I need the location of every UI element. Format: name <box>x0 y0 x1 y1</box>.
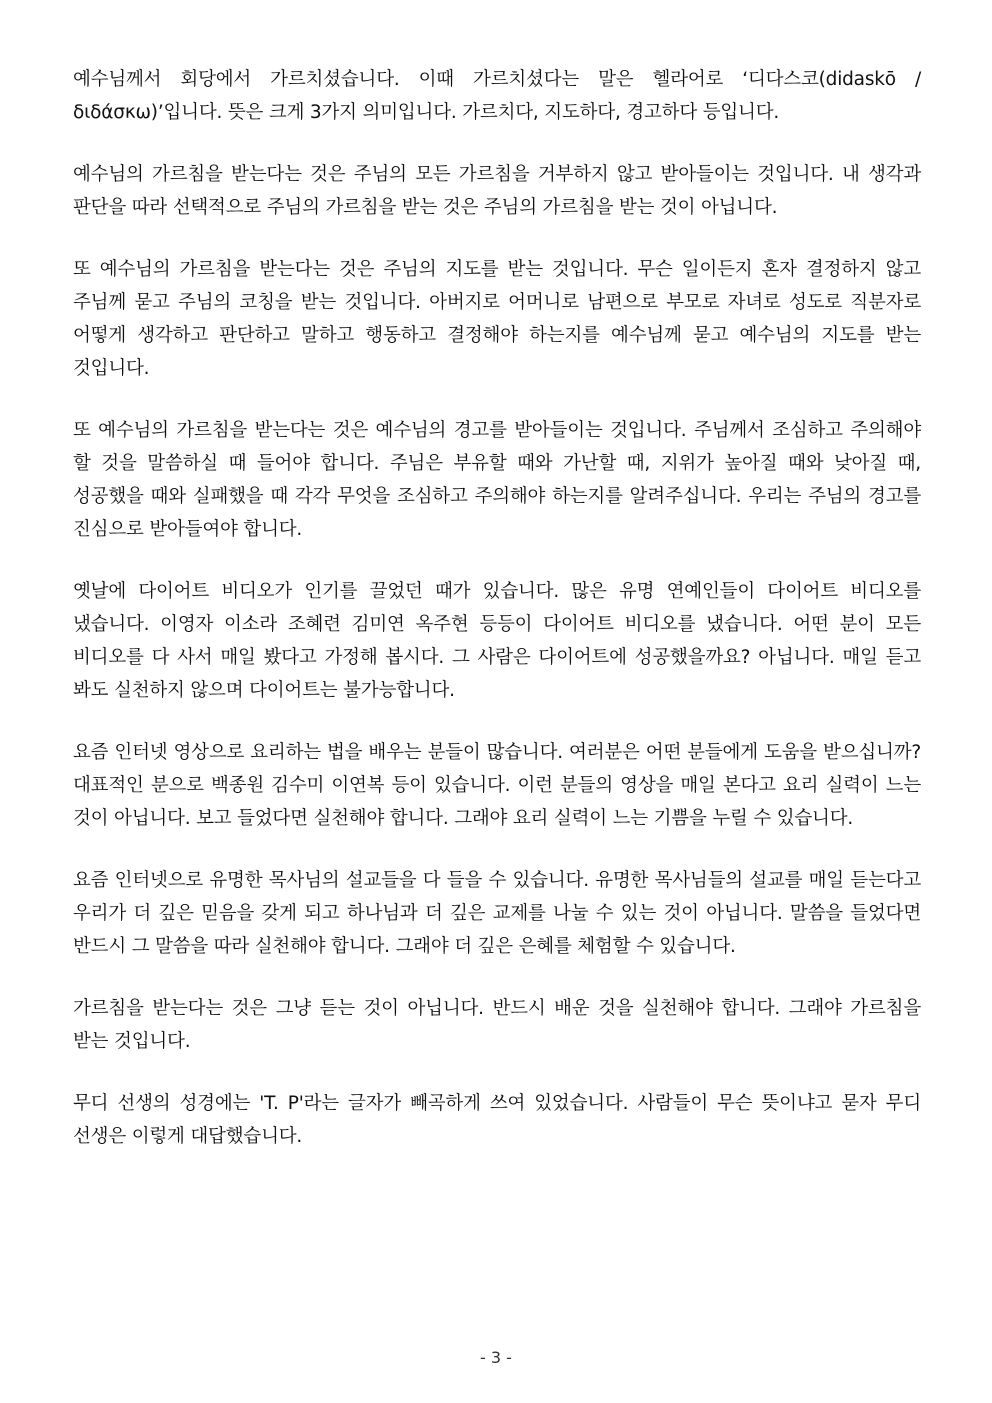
page-number: - 3 - <box>480 1348 512 1367</box>
paragraph-6: 요즘 인터넷 영상으로 요리하는 법을 배우는 분들이 많습니다. 여러분은 어떤 분들에게 도움을 받으십니까? 대표적인 분으로 백종원 김수미 이연복 등이 있습니다. 이런 분들의 영상을 매일 본다고 요리 실력이 느는 것이 아닙니다. 보고 들었다면 실천해야 합니다. 그래야 요리 실력이 느는 기쁨을 누릴 수 있습니다. <box>73 742 921 829</box>
body-text <box>73 63 921 1182</box>
paragraph-2: 예수님의 가르침을 받는다는 것은 주님의 모든 가르침을 거부하지 않고 받아들이는 것입니다. 내 생각과 판단을 따라 선택적으로 주님의 가르침을 받는 것은 주님의 가르침을 받는 것이 아닙니다. <box>73 164 921 218</box>
paragraph-3: 또 예수님의 가르침을 받는다는 것은 주님의 지도를 받는 것입니다. 무슨 일이든지 혼자 결정하지 않고 주님께 묻고 주님의 코칭을 받는 것입니다. 아버지로 어머니로 남편으로 부모로 자녀로 성도로 직분자로 어떻게 생각하고 판단하고 말하고 행동하고 결정해야 하는지를 예수님께 묻고 예수님의 지도를 받는 것입니다. <box>73 259 921 379</box>
paragraph-1: 예수님께서 회당에서 가르치셨습니다. 이때 가르치셨다는 말은 헬라어로 ‘디다스코(didaskō / διδάσκω)’입니다. 뜻은 크게 3가지 의미입니다. 가르치다, 지도하다, 경고하다 등입니다. <box>73 69 921 123</box>
paragraph-5: 옛날에 다이어트 비디오가 인기를 끌었던 때가 있습니다. 많은 유명 연예인들이 다이어트 비디오를 냈습니다. 이영자 이소라 조혜련 김미연 옥주현 등등이 다이어트 비디오를 냈습니다. 어떤 분이 모든 비디오를 다 사서 매일 봤다고 가정해 봅시다. 그 사람은 다이어트에 성공했을까요? 아닙니다. 매일 듣고 봐도 실천하지 않으며 다이어트는 불가능합니다. <box>73 581 921 701</box>
paragraph-8: 가르침을 받는다는 것은 그냥 듣는 것이 아닙니다. 반드시 배운 것을 실천해야 합니다. 그래야 가르침을 받는 것입니다. <box>73 998 921 1052</box>
paragraph-9: 무디 선생의 성경에는 'T. P'라는 글자가 빼곡하게 쓰여 있었습니다. 사람들이 무슨 뜻이냐고 묻자 무디 선생은 이렇게 대답했습니다. <box>73 1093 921 1147</box>
paragraph-7: 요즘 인터넷으로 유명한 목사님의 설교들을 다 들을 수 있습니다. 유명한 목사님들의 설교를 매일 듣는다고 우리가 더 깊은 믿음을 갖게 되고 하나님과 더 깊은 교제를 나눌 수 있는 것이 아닙니다. 말씀을 들었다면 반드시 그 말씀을 따라 실천해야 합니다. 그래야 더 깊은 은혜를 체험할 수 있습니다. <box>73 870 921 957</box>
paragraph-4: 또 예수님의 가르침을 받는다는 것은 예수님의 경고를 받아들이는 것입니다. 주님께서 조심하고 주의해야 할 것을 말씀하실 때 들어야 합니다. 주님은 부유할 때와 가난할 때, 지위가 높아질 때와 낮아질 때, 성공했을 때와 실패했을 때 각각 무엇을 조심하고 주의해야 하는지를 알려주십니다. 우리는 주님의 경고를 진심으로 받아들여야 합니다. <box>73 420 921 540</box>
